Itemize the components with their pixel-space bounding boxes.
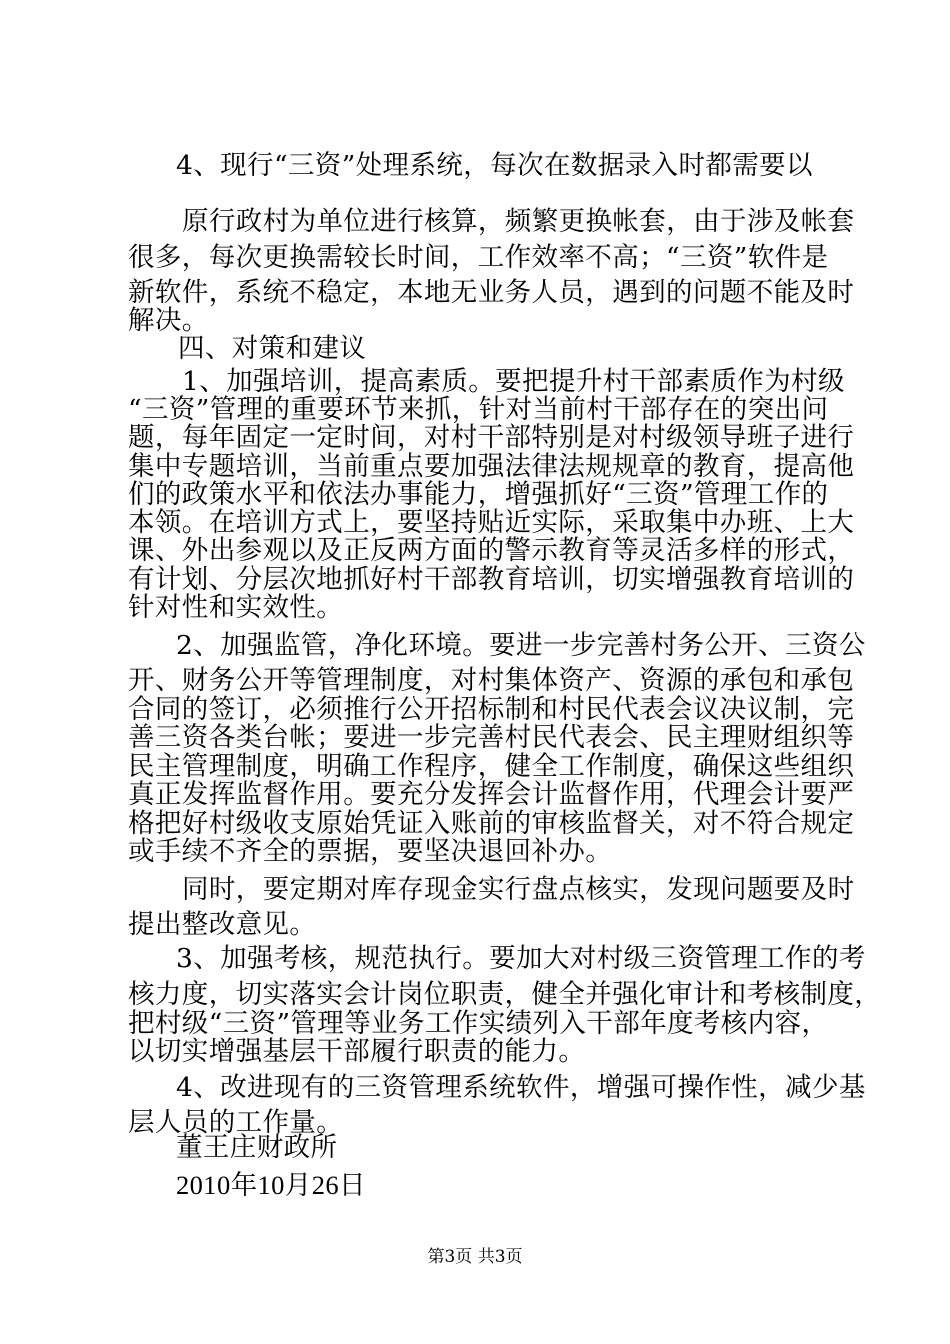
text-line: 民主管理制度，明确工作程序，健全工作制度，确保这些组织 — [128, 751, 855, 782]
text-line: 新软件，系统不稳定，本地无业务人员，遇到的问题不能及时 — [128, 277, 855, 308]
text-line: 4、改进现有的三资管理系统软件，增强可操作性，减少基 — [176, 1072, 866, 1103]
text-line: 或手续不齐全的票据，要坚决退回补办。 — [128, 836, 613, 867]
section-heading: 四、对策和建议 — [178, 333, 367, 364]
text-line: 有计划、分层次地抓好村干部教育培训，切实增强教育培训的 — [128, 564, 855, 595]
text-line: 同时，要定期对库存现金实行盘点核实，发现问题要及时 — [182, 874, 855, 905]
text-line: 集中专题培训，当前重点要加强法律法规规章的教育，提高他 — [128, 451, 855, 482]
text-line: 课、外出参观以及正反两方面的警示教育等灵活多样的形式， — [128, 535, 855, 566]
text-line: 层人员的工作量。 — [128, 1107, 344, 1138]
text-line: 以切实增强基层干部履行职责的能力。 — [128, 1036, 586, 1067]
text-line: 本领。在培训方式上，要坚持贴近实际，采取集中办班、上大 — [128, 507, 855, 538]
text-line: 3、加强考核，规范执行。要加大对村级三资管理工作的考 — [176, 943, 866, 974]
text-line: 解决。 — [128, 305, 209, 336]
text-line: 核力度，切实落实会计岗位职责，健全并强化审计和考核制度， — [128, 979, 882, 1010]
text-line: 原行政村为单位进行核算，频繁更换帐套，由于涉及帐套 — [182, 206, 855, 237]
text-line: 真正发挥监督作用。要充分发挥会计监督作用，代理会计要严 — [128, 779, 855, 810]
text-line: 格把好村级收支原始凭证入账前的审核监督关，对不符合规定 — [128, 808, 855, 839]
text-line: 针对性和实效性。 — [128, 592, 344, 623]
text-line: 善三资各类台帐；要进一步完善村民代表会、民主理财组织等 — [128, 722, 855, 753]
text-line: 题，每年固定一定时间，对村干部特别是对村级领导班子进行 — [128, 422, 855, 453]
text-line: “三资”管理的重要环节来抓，针对当前村干部存在的突出问 — [128, 394, 829, 425]
text-line: 2、加强监管，净化环境。要进一步完善村务公开、三资公 — [176, 630, 866, 661]
signature-organization: 董王庄财政所 — [176, 1132, 338, 1163]
text-line: 提出整改意见。 — [128, 909, 317, 940]
text-line: 把村级“三资”管理等业务工作实绩列入干部年度考核内容， — [128, 1008, 829, 1039]
text-line: 合同的签订，必须推行公开招标制和村民代表会议决议制，完 — [128, 694, 855, 725]
signature-date: 2010年10月26日 — [176, 1170, 366, 1200]
page-footer: 第3页 共3页 — [427, 1247, 523, 1267]
text-line: 4、现行“三资”处理系统，每次在数据录入时都需要以 — [176, 150, 813, 181]
text-line: 们的政策水平和依法办事能力，增强抓好“三资”管理工作的 — [128, 479, 829, 510]
text-line: 1、加强培训，提高素质。要把提升村干部素质作为村级 — [182, 366, 845, 397]
text-line: 开、财务公开等管理制度，对村集体资产、资源的承包和承包 — [128, 665, 855, 696]
text-line: 很多，每次更换需较长时间，工作效率不高；“三资”软件是 — [128, 242, 829, 273]
